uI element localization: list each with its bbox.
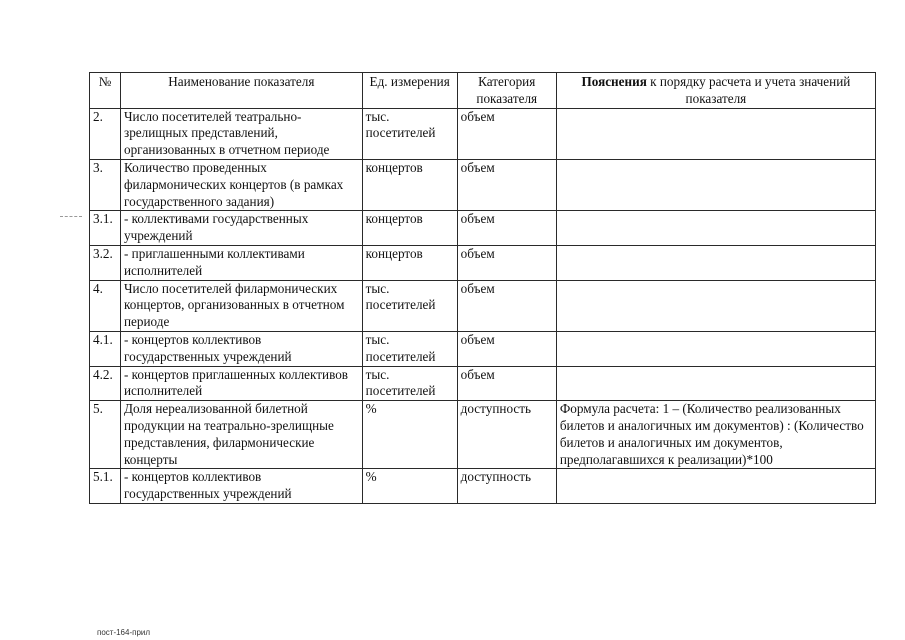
row-explanation bbox=[556, 280, 875, 331]
table-header-row bbox=[90, 73, 876, 109]
row-num: 5. bbox=[90, 401, 121, 469]
row-name: - приглашенными коллективами исполнителей bbox=[120, 245, 362, 280]
row-explanation bbox=[556, 245, 875, 280]
indicators-table bbox=[89, 72, 876, 504]
row-num: 4.1. bbox=[90, 331, 121, 366]
row-num: 5.1. bbox=[90, 469, 121, 504]
row-category: объем bbox=[457, 331, 556, 366]
row-unit: тыс. посетителей bbox=[362, 280, 457, 331]
table-row bbox=[90, 108, 876, 159]
row-name: Количество проведенных филармонических концертов (в рамках государственного задания) bbox=[120, 159, 362, 210]
footer-stamp: пост-164-прил bbox=[97, 628, 151, 637]
row-unit: концертов bbox=[362, 211, 457, 246]
row-name: - концертов коллективов государственных учреждений bbox=[120, 469, 362, 504]
table-row bbox=[90, 159, 876, 210]
row-unit: концертов bbox=[362, 245, 457, 280]
header-category: Категория показателя bbox=[457, 73, 556, 109]
row-explanation bbox=[556, 366, 875, 401]
row-unit: % bbox=[362, 401, 457, 469]
row-num: 3.2. bbox=[90, 245, 121, 280]
header-explanation bbox=[556, 73, 875, 109]
row-category: объем bbox=[457, 159, 556, 210]
row-explanation bbox=[556, 108, 875, 159]
row-name: Доля нереализованной билетной продукции на театрально-зрелищные представления, филармонические концерты bbox=[120, 401, 362, 469]
row-explanation bbox=[556, 469, 875, 504]
table-row bbox=[90, 469, 876, 504]
row-explanation bbox=[556, 211, 875, 246]
table-row bbox=[90, 331, 876, 366]
header-name: Наименование показателя bbox=[120, 73, 362, 109]
row-unit: % bbox=[362, 469, 457, 504]
row-category: объем bbox=[457, 366, 556, 401]
table-row bbox=[90, 211, 876, 246]
row-num: 3.1. bbox=[90, 211, 121, 246]
header-explanation-bold: Пояснения bbox=[581, 74, 647, 89]
row-unit: тыс. посетителей bbox=[362, 108, 457, 159]
table-row bbox=[90, 280, 876, 331]
row-unit: концертов bbox=[362, 159, 457, 210]
table-row bbox=[90, 245, 876, 280]
row-num: 4. bbox=[90, 280, 121, 331]
header-unit: Ед. измерения bbox=[362, 73, 457, 109]
row-name: Число посетителей театрально-зрелищных представлений, организованных в отчетном периоде bbox=[120, 108, 362, 159]
header-num: № bbox=[90, 73, 121, 109]
row-name: Число посетителей филармонических концертов, организованных в отчетном периоде bbox=[120, 280, 362, 331]
row-num: 3. bbox=[90, 159, 121, 210]
row-explanation bbox=[556, 331, 875, 366]
row-category: объем bbox=[457, 108, 556, 159]
table-row bbox=[90, 401, 876, 469]
row-category: доступность bbox=[457, 401, 556, 469]
row-category: объем bbox=[457, 280, 556, 331]
row-unit: тыс. посетителей bbox=[362, 331, 457, 366]
row-name: - концертов приглашенных коллективов исполнителей bbox=[120, 366, 362, 401]
row-category: объем bbox=[457, 211, 556, 246]
row-name: - концертов коллективов государственных учреждений bbox=[120, 331, 362, 366]
row-explanation bbox=[556, 159, 875, 210]
header-explanation-rest: к порядку расчета и учета значений показателя bbox=[646, 74, 851, 106]
row-num: 4.2. bbox=[90, 366, 121, 401]
row-unit: тыс. посетителей bbox=[362, 366, 457, 401]
row-explanation: Формула расчета: 1 – (Количество реализованных билетов и аналогичных им документов) : (Количество билетов и аналогичных им документов, предполагавшихся к реализации)*100 bbox=[556, 401, 875, 469]
row-num: 2. bbox=[90, 108, 121, 159]
table-row bbox=[90, 366, 876, 401]
row-category: доступность bbox=[457, 469, 556, 504]
row-name: - коллективами государственных учреждений bbox=[120, 211, 362, 246]
row-category: объем bbox=[457, 245, 556, 280]
scan-gutter-mark bbox=[60, 216, 82, 218]
